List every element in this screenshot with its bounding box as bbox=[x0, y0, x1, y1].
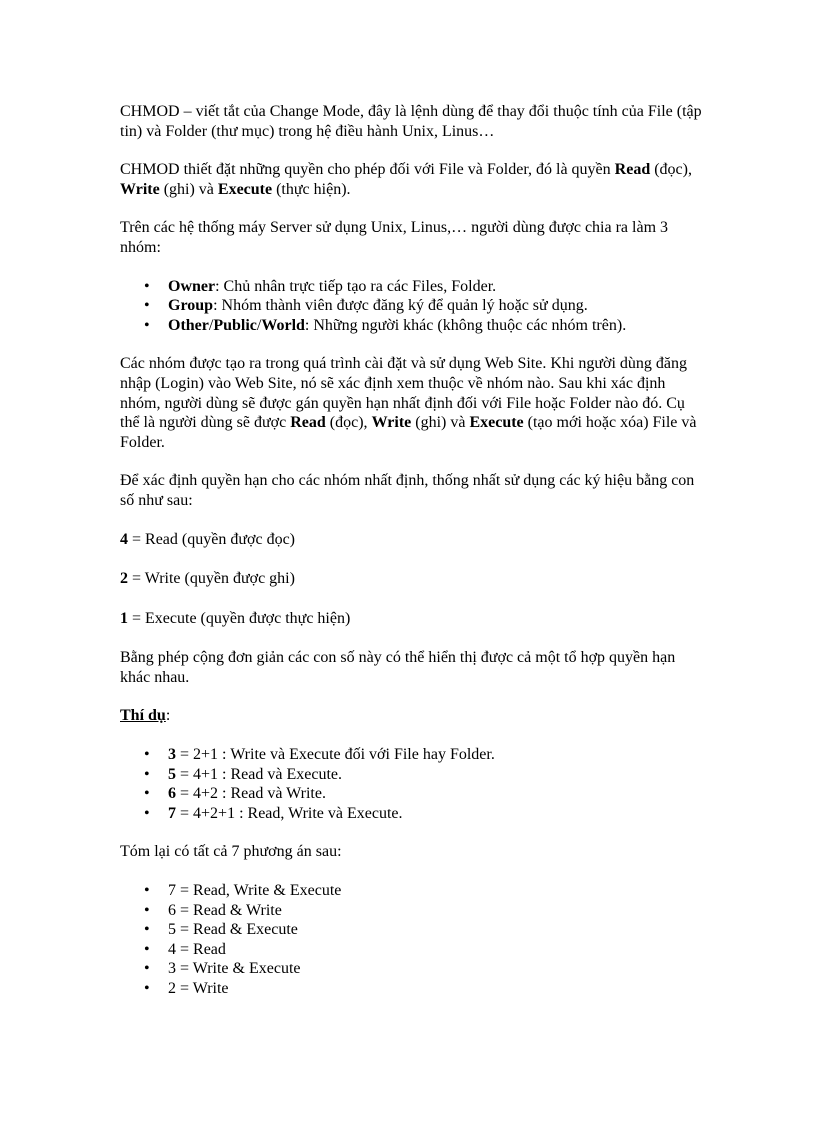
list-item bbox=[144, 277, 705, 297]
execute-term: Execute bbox=[469, 414, 524, 432]
bullet-icon: • bbox=[144, 804, 150, 822]
list-item bbox=[144, 765, 705, 785]
example-number: 6 bbox=[168, 785, 176, 803]
group-description: : Những người khác (không thuộc các nhóm trên). bbox=[304, 316, 627, 334]
intro-paragraph: CHMOD – viết tắt của Change Mode, đây là lệnh dùng để thay đổi thuộc tính của File (tập tin) và Folder (thư mục) trong hệ điều hành Unix, Linus… bbox=[120, 103, 702, 140]
text-run: (tạo mới hoặc xóa) File và Folder. bbox=[120, 414, 697, 451]
example-heading-colon: : bbox=[165, 707, 171, 725]
list-item bbox=[144, 296, 705, 316]
document-page bbox=[120, 102, 705, 1018]
write-term: Write bbox=[371, 414, 412, 432]
text-run: (ghi) và bbox=[411, 414, 470, 432]
example-description: = 4+2 : Read và Write. bbox=[176, 785, 326, 803]
example-description: = 2+1 : Write và Execute đối với File hay Folder. bbox=[176, 746, 495, 764]
combination-paragraph: Bằng phép cộng đơn giản các con số này có thể hiển thị được cả một tổ hợp quyền hạn khác nhau. bbox=[120, 649, 676, 686]
code-number: 2 bbox=[120, 570, 128, 588]
options-list bbox=[120, 881, 705, 999]
list-item bbox=[144, 804, 705, 824]
list-item bbox=[144, 881, 705, 901]
example-number: 3 bbox=[168, 746, 176, 764]
permissions-paragraph bbox=[120, 160, 705, 199]
bullet-icon: • bbox=[144, 901, 150, 919]
option-text: 2 = Write bbox=[168, 980, 229, 997]
list-item bbox=[144, 316, 705, 336]
bullet-icon: • bbox=[144, 277, 150, 295]
example-heading-label: Thí dụ bbox=[120, 707, 166, 725]
text-run: CHMOD thiết đặt những quyền cho phép đối với File và Folder, đó là quyền bbox=[120, 161, 615, 179]
option-text: 3 = Write & Execute bbox=[168, 960, 301, 978]
list-item bbox=[144, 901, 705, 921]
bullet-icon: • bbox=[144, 297, 150, 315]
group-description: : Nhóm thành viên được đăng ký để quản lý hoặc sử dụng. bbox=[213, 297, 588, 315]
code-description: = Execute (quyền được thực hiện) bbox=[128, 609, 351, 627]
summary-paragraph: Tóm lại có tất cả 7 phương án sau: bbox=[120, 843, 342, 861]
code-description: = Write (quyền được ghi) bbox=[128, 570, 295, 588]
group-description: : Chủ nhân trực tiếp tạo ra các Files, Folder. bbox=[215, 277, 497, 295]
group-term: Public bbox=[213, 316, 257, 334]
text-run: (đọc), bbox=[325, 414, 372, 432]
login-paragraph bbox=[120, 354, 705, 452]
code-execute-line bbox=[120, 609, 705, 629]
separator: / bbox=[256, 316, 262, 334]
symbols-intro-paragraph: Để xác định quyền hạn cho các nhóm nhất định, thống nhất sử dụng các ký hiệu bằng con số như sau: bbox=[120, 472, 695, 509]
write-term: Write bbox=[120, 180, 160, 198]
text-run: (ghi) và bbox=[159, 180, 218, 198]
code-write-line bbox=[120, 569, 705, 589]
list-item bbox=[144, 920, 705, 940]
option-text: 4 = Read bbox=[168, 940, 226, 958]
groups-list bbox=[120, 277, 705, 336]
bullet-icon: • bbox=[144, 765, 150, 783]
list-item bbox=[144, 745, 705, 765]
groups-intro-paragraph: Trên các hệ thống máy Server sử dụng Unix, Linus,… người dùng được chia ra làm 3 nhóm: bbox=[120, 219, 669, 256]
bullet-icon: • bbox=[144, 882, 150, 900]
group-term: Other bbox=[168, 316, 209, 334]
option-text: 6 = Read & Write bbox=[168, 901, 282, 919]
list-item bbox=[144, 784, 705, 804]
bullet-icon: • bbox=[144, 785, 150, 803]
code-number: 4 bbox=[120, 530, 128, 548]
example-description: = 4+2+1 : Read, Write và Execute. bbox=[176, 804, 403, 822]
group-term: Owner bbox=[168, 277, 216, 295]
bullet-icon: • bbox=[144, 746, 150, 764]
text-run: Các nhóm được tạo ra trong quá trình cài đặt và sử dụng Web Site. Khi người dùng đăng nhập (Login) vào Web Site, nó sẽ xác định xem thuộc về nhóm nào. Sau khi xác định nhóm, người dùng sẽ được gán quyền hạn nhất định đối với File hoặc Folder nào đó. Cụ thể là người dùng sẽ được bbox=[120, 355, 688, 432]
list-item bbox=[144, 979, 705, 999]
code-number: 1 bbox=[120, 609, 128, 627]
text-run: (thực hiện). bbox=[272, 180, 351, 198]
bullet-icon: • bbox=[144, 921, 150, 939]
bullet-icon: • bbox=[144, 980, 150, 997]
group-term: World bbox=[261, 316, 305, 334]
list-item bbox=[144, 959, 705, 979]
examples-list bbox=[120, 745, 705, 823]
bullet-icon: • bbox=[144, 316, 150, 334]
bullet-icon: • bbox=[144, 940, 150, 958]
list-item bbox=[144, 940, 705, 960]
example-number: 5 bbox=[168, 765, 176, 783]
example-number: 7 bbox=[168, 804, 176, 822]
example-description: = 4+1 : Read và Execute. bbox=[176, 765, 342, 783]
separator: / bbox=[208, 316, 214, 334]
option-text: 7 = Read, Write & Execute bbox=[168, 882, 342, 900]
example-heading bbox=[120, 706, 705, 726]
execute-term: Execute bbox=[217, 180, 273, 198]
code-read-line bbox=[120, 530, 705, 550]
bullet-icon: • bbox=[144, 960, 150, 978]
code-description: = Read (quyền được đọc) bbox=[128, 530, 295, 548]
option-text: 5 = Read & Execute bbox=[168, 921, 298, 939]
text-run: (đọc), bbox=[650, 161, 692, 179]
group-term: Group bbox=[168, 297, 214, 315]
read-term: Read bbox=[290, 414, 326, 432]
read-term: Read bbox=[614, 161, 651, 179]
